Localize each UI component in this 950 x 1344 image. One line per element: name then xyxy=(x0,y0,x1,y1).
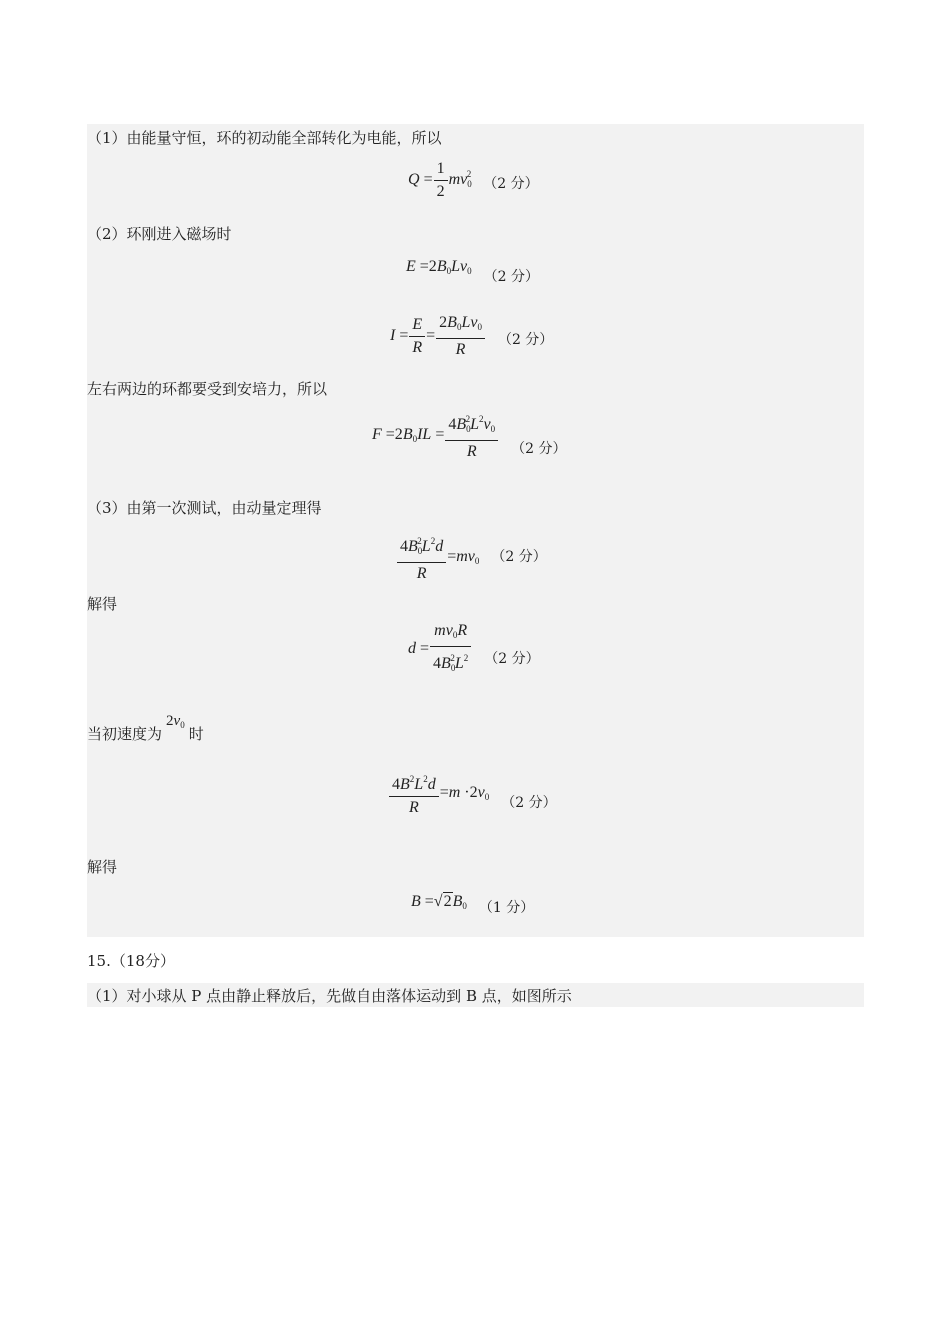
force-intro: 左右两边的环都要受到安培力，所以 xyxy=(87,380,328,398)
equation-heat: Q = $\frac{1}{2}$ $mv_0^2$ （2 分） xyxy=(408,160,539,200)
speed-intro-before: 当初速度为 xyxy=(87,725,163,743)
question-15-part1: （1）对小球从 P 点由静止释放后，先做自由落体运动到 B 点，如图所示 xyxy=(87,987,572,1005)
equation-field: $B =√2B_0$ （1 分） xyxy=(411,893,535,916)
equation-momentum: $\frac{4B_0^2L^2d}{R}$ $=mv_0$ （2 分） xyxy=(396,532,547,583)
equation-distance: d = $\frac{mv_0R}{4B_0^2L^2}$ （2 分） xyxy=(408,622,540,673)
speed-symbol: $2v_0$ xyxy=(166,713,185,730)
equation-current: I = $\frac{E}{R}$ = $\frac{2B_0Lv_0}{R}$ （2 分） xyxy=(390,314,554,358)
speed-intro xyxy=(87,713,204,749)
part1-intro: （1）由能量守恒，环的初动能全部转化为电能，所以 xyxy=(87,129,442,147)
solve-label-2: 解得 xyxy=(87,858,118,876)
score-momentum-2: （2 分） xyxy=(501,795,557,812)
equation-emf: $E =2B_0Lv_0$ （2 分） xyxy=(406,258,539,285)
score-field: （1 分） xyxy=(478,900,535,916)
solve-label-1: 解得 xyxy=(87,595,118,613)
score-heat: （2 分） xyxy=(483,176,539,193)
equation-force: $F =2B_0IL$ = $\frac{4B_0^2L^2v_0}{R}$ （2 分） xyxy=(372,410,567,461)
equation-momentum-2: $\frac{4B^2L^2d}{R}$ $=m \cdot 2v_0$ （2 分） xyxy=(388,770,557,817)
question-15-heading: 15.（18分） xyxy=(87,952,175,970)
score-momentum: （2 分） xyxy=(491,549,547,566)
part3-intro: （3）由第一次测试，由动量定理得 xyxy=(87,499,322,517)
score-force: （2 分） xyxy=(511,441,567,458)
part2-intro: （2）环刚进入磁场时 xyxy=(87,225,232,243)
speed-intro-after: 时 xyxy=(188,725,204,743)
score-distance: （2 分） xyxy=(484,651,540,668)
score-current: （2 分） xyxy=(497,332,554,349)
score-emf: （2 分） xyxy=(483,269,539,285)
